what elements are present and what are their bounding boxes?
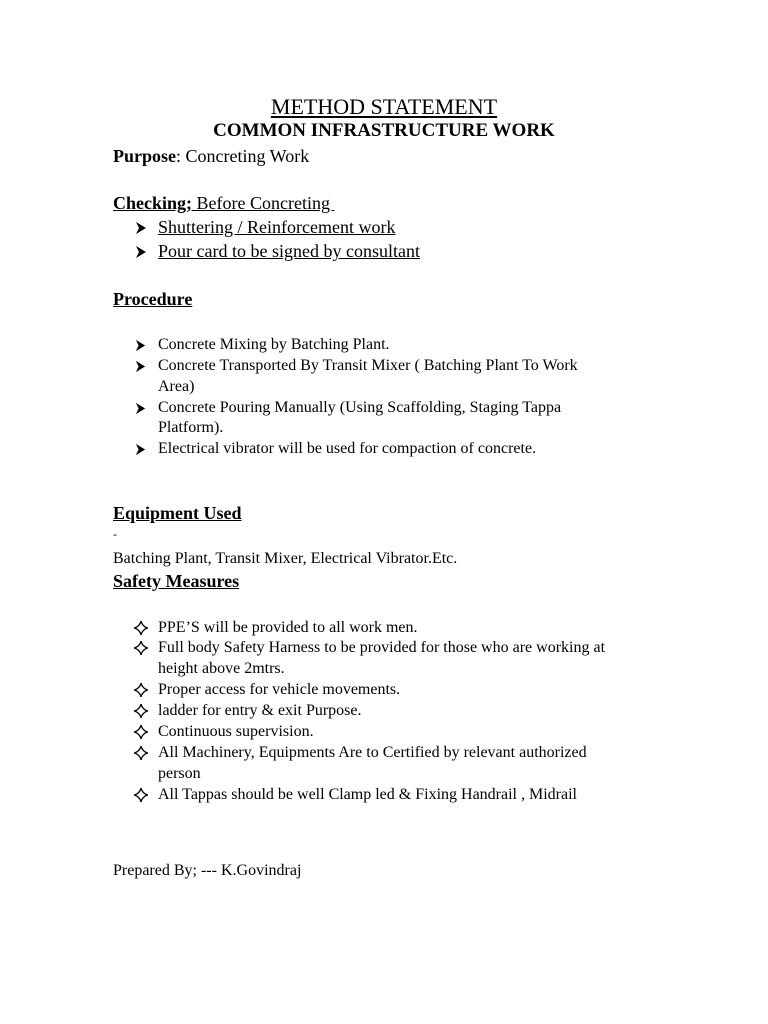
procedure-item-text: Concrete Transported By Transit Mixer ( Batching Plant To Work [158, 357, 578, 374]
arrow-bullet-icon [134, 245, 150, 259]
safety-item-text: Full body Safety Harness to be provided for those who are working at [158, 639, 606, 656]
procedure-heading: Procedure [113, 289, 193, 309]
equipment-text: Batching Plant, Transit Mixer, Electrical Vibrator.Etc. [113, 550, 458, 567]
diamond-bullet-icon [134, 788, 150, 802]
diamond-bullet-icon [134, 746, 150, 760]
arrow-bullet-icon [134, 443, 150, 456]
arrow-bullet-icon [134, 339, 150, 352]
arrow-bullet-icon [134, 221, 150, 235]
diamond-bullet-icon [134, 725, 150, 739]
procedure-item-text: Electrical vibrator will be used for compaction of concrete. [158, 440, 537, 457]
safety-item-text: PPE’S will be provided to all work men. [158, 619, 418, 636]
safety-item-text: Proper access for vehicle movements. [158, 681, 401, 698]
procedure-item-text: Platform). [158, 419, 224, 436]
purpose-line [113, 146, 309, 167]
equipment-dash: - [113, 527, 117, 541]
diamond-bullet-icon [134, 641, 150, 655]
safety-item-text: ladder for entry & exit Purpose. [158, 702, 362, 719]
safety-item-text: height above 2mtrs. [158, 660, 285, 677]
diamond-bullet-icon [134, 704, 150, 718]
purpose-label: Purpose [113, 146, 176, 166]
procedure-item-text: Area) [158, 378, 195, 395]
purpose-value: Concreting Work [185, 146, 310, 166]
diamond-bullet-icon [134, 683, 150, 697]
safety-item-text: All Tappas should be well Clamp led & Fixing Handrail , Midrail [158, 786, 577, 803]
purpose-separator: : [176, 146, 186, 166]
safety-item-text: person [158, 765, 201, 782]
equipment-heading: Equipment Used [113, 503, 242, 523]
checking-item-text: Shuttering / Reinforcement work [158, 217, 396, 237]
checking-line [113, 193, 334, 214]
document-title: METHOD STATEMENT [270, 94, 498, 119]
arrow-bullet-icon [134, 360, 150, 373]
checking-value: Before Concreting [192, 193, 335, 213]
safety-item-text: All Machinery, Equipments Are to Certified by relevant authorized [158, 744, 587, 761]
diamond-bullet-icon [134, 621, 150, 635]
procedure-item-text: Concrete Mixing by Batching Plant. [158, 336, 390, 353]
checking-label: Checking; [113, 193, 193, 213]
document-subtitle: COMMON INFRASTRUCTURE WORK [213, 120, 555, 141]
procedure-item-text: Concrete Pouring Manually (Using Scaffolding, Staging Tappa [158, 399, 562, 416]
prepared-by: Prepared By; --- K.Govindraj [113, 862, 302, 879]
safety-item-text: Continuous supervision. [158, 723, 314, 740]
safety-heading: Safety Measures [113, 571, 240, 591]
checking-item-text: Pour card to be signed by consultant [158, 241, 420, 261]
arrow-bullet-icon [134, 402, 150, 415]
